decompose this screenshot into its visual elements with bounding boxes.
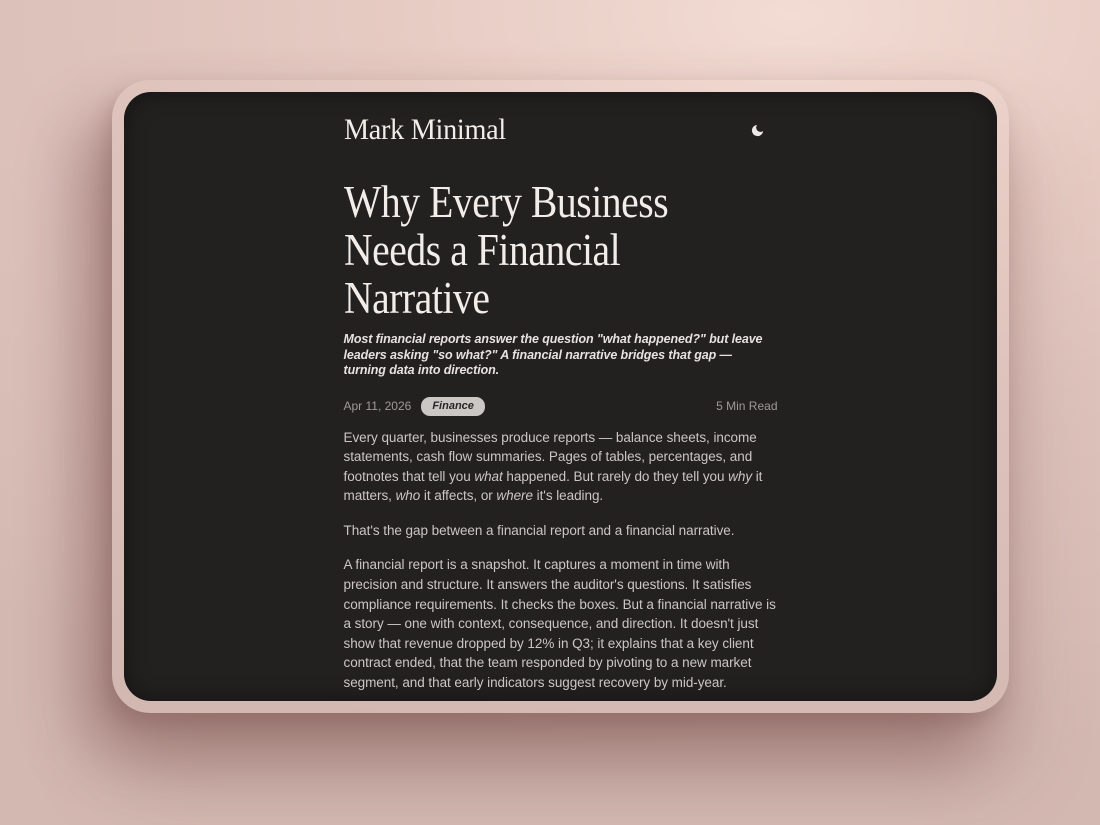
article-title-line: Needs a Financial xyxy=(343,225,620,275)
read-time: 5 Min Read xyxy=(716,399,778,413)
theme-toggle-button[interactable] xyxy=(746,118,770,142)
site-logo[interactable]: Mark Minimal xyxy=(343,113,506,146)
category-badge[interactable]: Finance xyxy=(421,397,485,416)
article-title xyxy=(344,178,778,322)
article-body xyxy=(344,428,778,693)
paragraph: A financial report is a snapshot. It captures a moment in time with precision and structure. It answers the auditor's questions. It satisfies compliance requirements. It checks the boxes. But a financial narrative is a story — one with context, consequence, and direction. It doesn't just show that revenue dropped by 12% in Q3; it explains that a key client contract ended, that the team responded by pivoting to a new market segment, and that early indicators suggest recovery by mid-year. xyxy=(343,557,776,691)
article-title-line: Why Every Business xyxy=(343,177,668,227)
article-meta xyxy=(344,397,778,416)
article-title-line: Narrative xyxy=(343,273,490,323)
moon-icon xyxy=(750,123,765,138)
tablet-frame xyxy=(112,80,1009,713)
article-subtitle: Most financial reports answer the question "what happened?" but leave leaders asking "so what?" A financial narrative bridges that gap — turning data into direction. xyxy=(343,332,763,377)
paragraph: That's the gap between a financial report and a financial narrative. xyxy=(343,522,735,538)
publish-date: Apr 11, 2026 xyxy=(343,399,412,413)
site-header xyxy=(344,113,778,147)
blog-screen xyxy=(124,92,997,701)
paragraph: Every quarter, businesses produce reports — balance sheets, income statements, cash flow summaries. Pages of tables, percentages, and footnotes that tell you what happened. But rarely do they tell you why it matters, who it affects, or where it's leading. xyxy=(343,429,763,504)
article-container xyxy=(344,113,778,693)
